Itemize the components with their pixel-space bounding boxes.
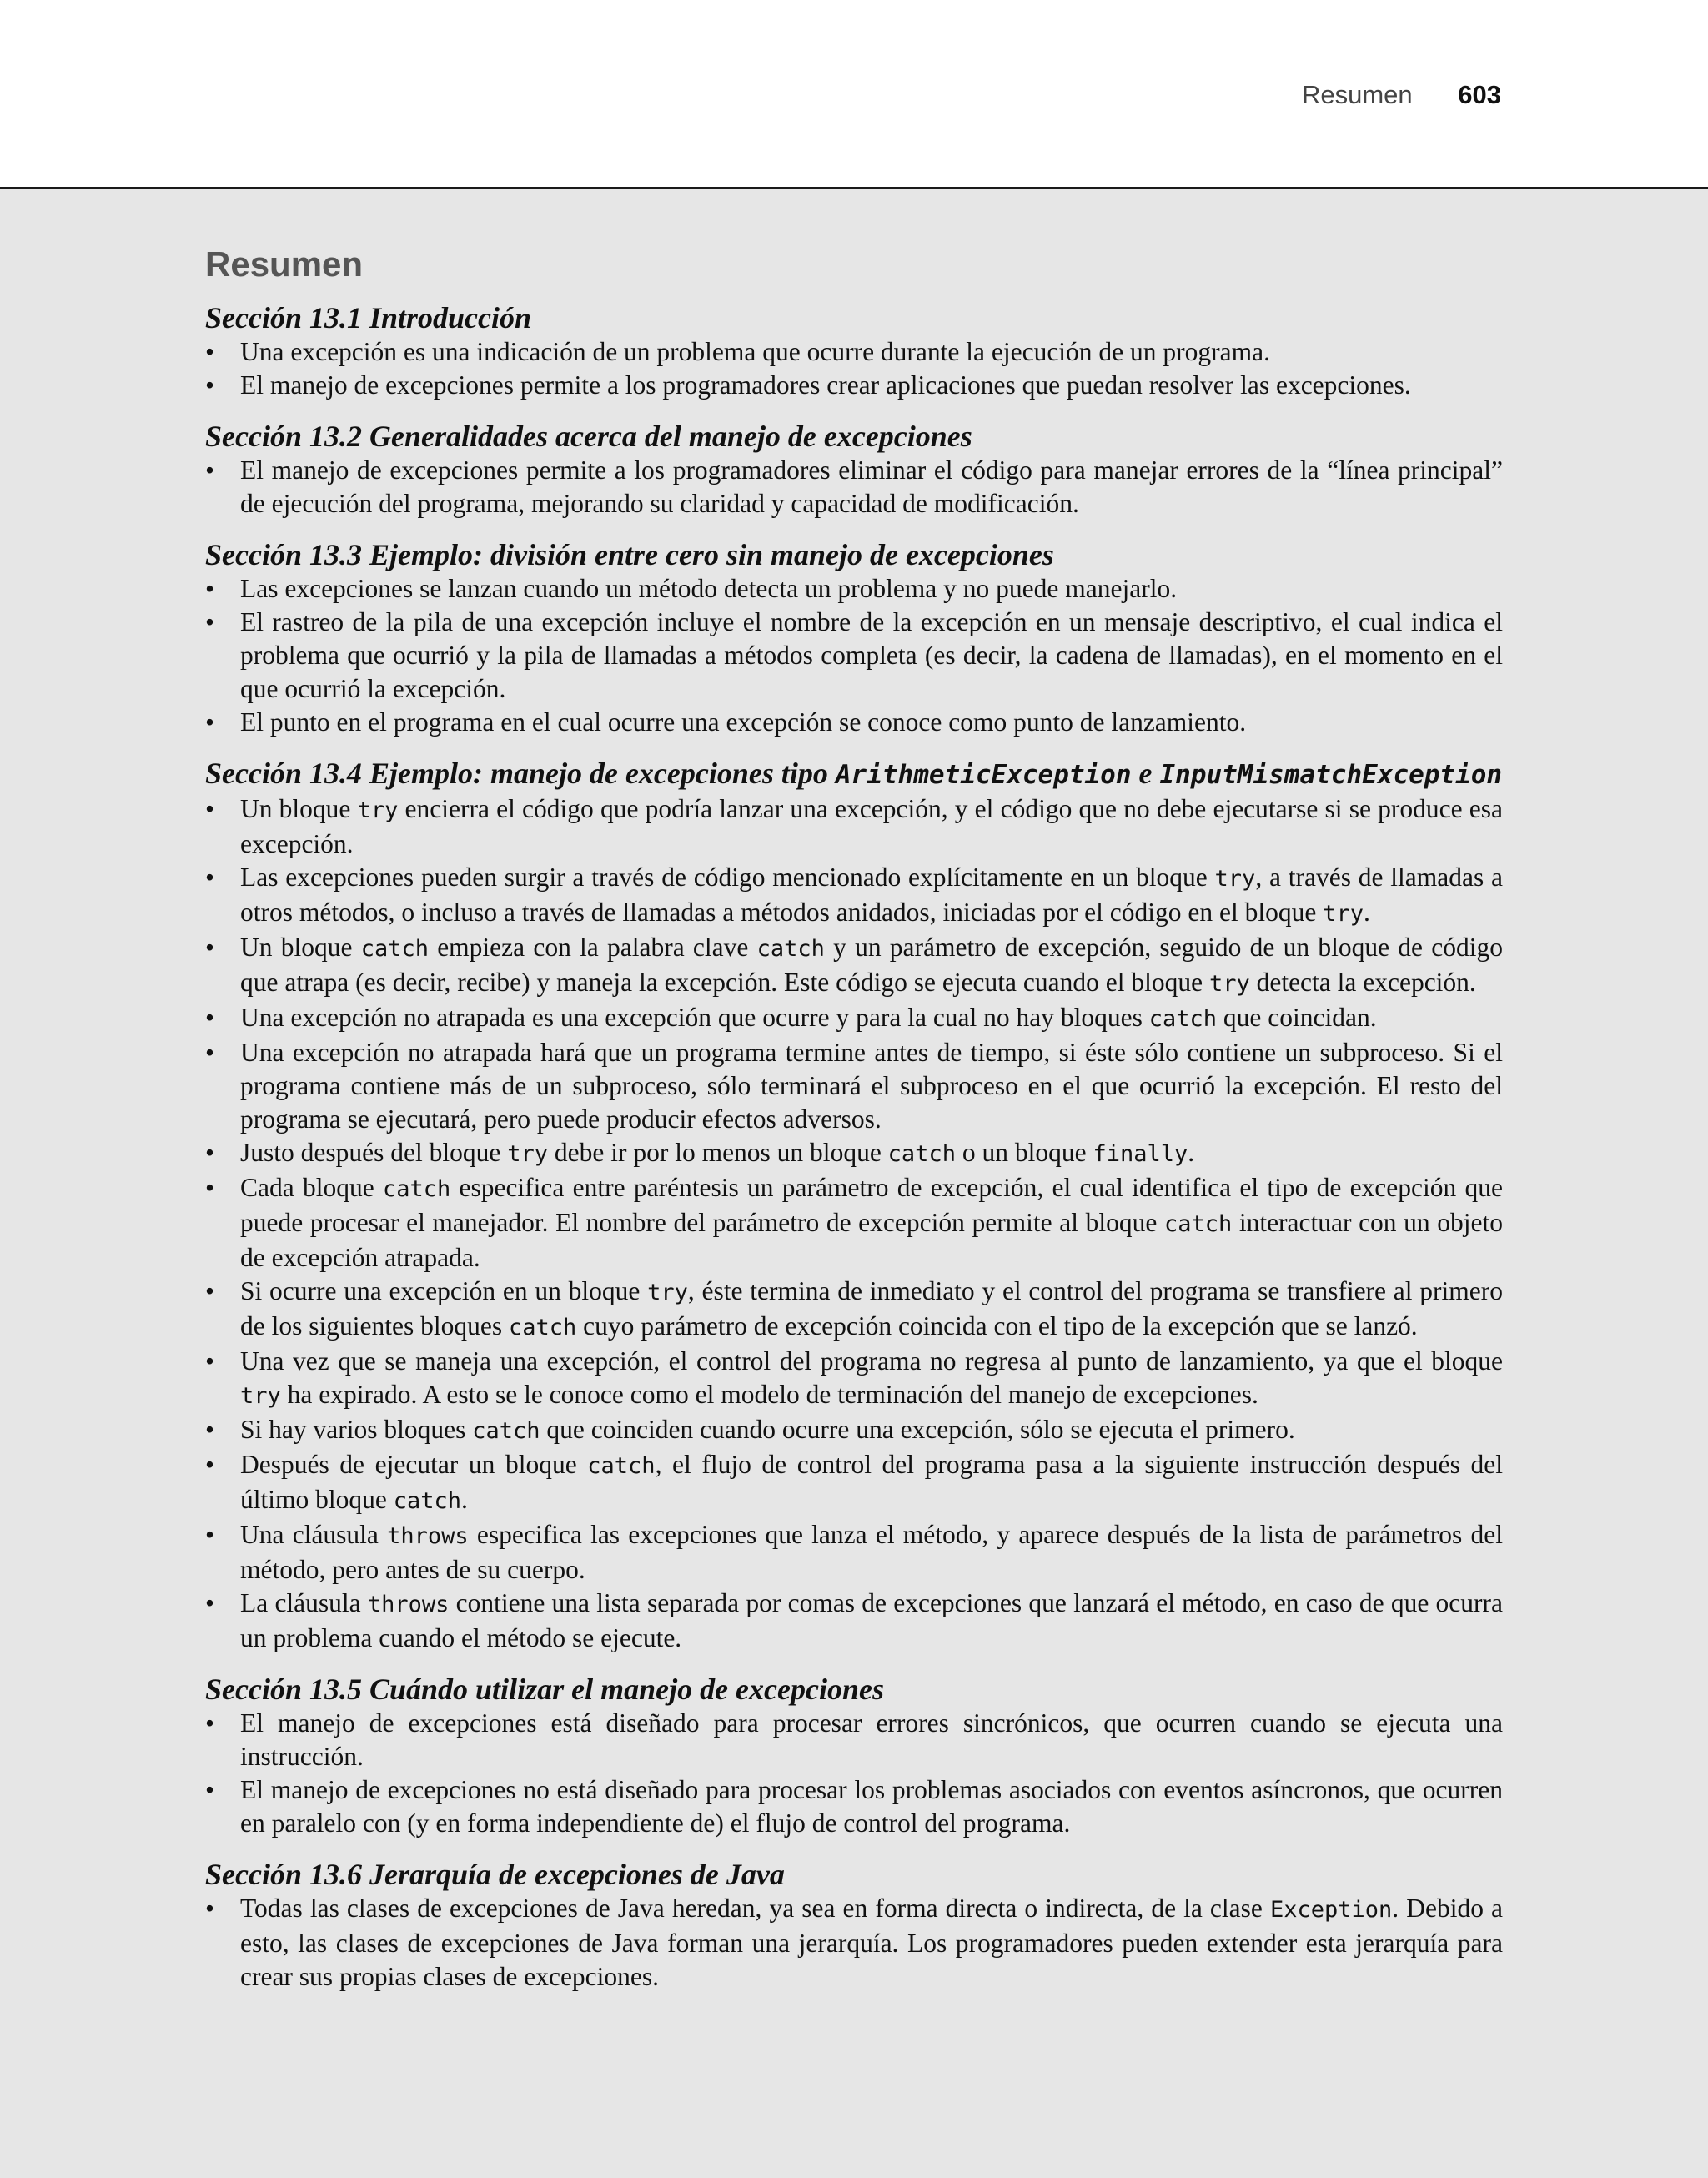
bullet-item: • Todas las clases de excepciones de Java heredan, ya sea en forma directa o indirecta, de la clase Exception. Debido a esto, las clases de excepciones de Java forman una jerarquía. Los programadores pueden extender esta jerarquía para crear sus propias clases de excepciones. [205,1892,1503,1994]
section-heading: Sección 13.3 Ejemplo: división entre cero sin manejo de excepciones [205,538,1054,572]
inline-code: catch [382,1176,451,1203]
section-heading: Sección 13.1 Introducción [205,301,532,335]
inline-code: catch [887,1141,956,1168]
bullet-item: • Después de ejecutar un bloque catch, el flujo de control del programa pasa a la siguiente instrucción después del último bloque catch. [205,1448,1503,1518]
summary-panel [0,189,1708,2178]
inline-code: throws [387,1523,469,1550]
bullet-item: • Cada bloque catch especifica entre paréntesis un parámetro de excepción, el cual identifica el tipo de excepción que puede procesar el manejador. El nombre del parámetro de excepción permite al bloque catch interactuar con un objeto de excepción atrapada. [205,1171,1503,1275]
sections-container [205,300,1503,1994]
bullet-item: • El manejo de excepciones no está diseñado para procesar los problemas asociados con eventos asíncronos, que ocurren en paralelo con (y en forma independiente de) el flujo de control del programa. [205,1773,1503,1840]
inline-code: ArithmeticException [835,760,1132,791]
inline-code: catch [472,1418,540,1445]
bullet-item: • Una cláusula throws especifica las excepciones que lanza el método, y aparece después de la lista de parámetros del método, pero antes de su cuerpo. [205,1518,1503,1587]
section-block [205,756,1503,1655]
section-block [205,419,1503,521]
bullet-list [205,454,1503,521]
inline-code: catch [393,1488,462,1515]
inline-code: InputMismatchException [1159,760,1503,791]
bullet-list [205,335,1503,402]
summary-content [205,245,1503,2010]
inline-code: finally [1093,1141,1188,1168]
inline-code: catch [1163,1211,1233,1238]
inline-code: try [357,797,399,824]
summary-title: Resumen [205,244,364,284]
inline-code: try [647,1280,688,1306]
bullet-item: • Un bloque catch empieza con la palabra clave catch y un parámetro de excepción, seguido de un bloque de código que atrapa (es decir, recibe) y maneja la excepción. Este código se ejecuta cuando el bloque try detecta la excepción. [205,931,1503,1001]
page-header [0,0,1708,188]
bullet-item: • El rastreo de la pila de una excepción incluye el nombre de la excepción en un mensaje descriptivo, el cual indica el problema que ocurrió y la pila de llamadas a métodos completa (es decir, la cadena de llamadas), en el momento en el que ocurrió la excepción. [205,606,1503,706]
running-head [1302,80,1501,110]
inline-code: catch [756,936,825,963]
inline-code: try [507,1141,548,1168]
bullet-item: • Una vez que se maneja una excepción, el control del programa no regresa al punto de lanzamiento, ya que el bloque try ha expirado. A esto se le conoce como el modelo de terminación del manejo de excepciones. [205,1345,1503,1413]
bullet-list [205,1892,1503,1994]
section-block [205,537,1503,739]
bullet-item: • Las excepciones se lanzan cuando un método detecta un problema y no puede manejarlo. [205,572,1503,606]
section-heading: Sección 13.6 Jerarquía de excepciones de Java [205,1858,785,1892]
inline-code: throws [367,1592,450,1618]
bullet-item: • El manejo de excepciones permite a los programadores eliminar el código para manejar errores de la “línea principal” de ejecución del programa, mejorando su claridad y capacidad de modificación. [205,454,1503,521]
inline-code: try [1208,971,1250,998]
inline-code: catch [508,1315,577,1341]
bullet-item: • El manejo de excepciones permite a los programadores crear aplicaciones que puedan resolver las excepciones. [205,369,1503,402]
inline-code: catch [587,1453,656,1480]
inline-code: try [1323,901,1364,928]
bullet-item: • Una excepción es una indicación de un problema que ocurre durante la ejecución de un programa. [205,335,1503,369]
section-heading: Sección 13.5 Cuándo utilizar el manejo de excepciones [205,1672,884,1707]
bullet-item: • Una excepción no atrapada hará que un programa termine antes de tiempo, si éste sólo contiene un subproceso. Si el programa contiene más de un subproceso, sólo terminará el subproceso en el que ocurrió la excepción. El resto del programa se ejecutará, pero puede producir efectos adversos. [205,1036,1503,1136]
bullet-item: • Si hay varios bloques catch que coinciden cuando ocurre una excepción, sólo se ejecuta el primero. [205,1413,1503,1448]
bullet-item: • Una excepción no atrapada es una excepción que ocurre y para la cual no hay bloques catch que coincidan. [205,1001,1503,1036]
inline-code: catch [1148,1006,1218,1033]
bullet-item: • El manejo de excepciones está diseñado para procesar errores sincrónicos, que ocurren cuando se ejecuta una instrucción. [205,1707,1503,1773]
section-heading: Sección 13.4 Ejemplo: manejo de excepciones tipo ArithmeticException e InputMismatchException [205,757,1503,791]
bullet-item: • La cláusula throws contiene una lista separada por comas de excepciones que lanzará el método, en caso de que ocurra un problema cuando el método se ejecute. [205,1587,1503,1655]
page-number: 603 [1458,80,1501,109]
bullet-list [205,1707,1503,1840]
bullet-item: • Justo después del bloque try debe ir por lo menos un bloque catch o un bloque finally. [205,1136,1503,1171]
bullet-item: • El punto en el programa en el cual ocurre una excepción se conoce como punto de lanzamiento. [205,706,1503,739]
inline-code: Exception [1269,1897,1393,1924]
bullet-list [205,792,1503,1655]
bullet-item: • Las excepciones pueden surgir a través de código mencionado explícitamente en un bloque try, a través de llamadas a otros métodos, o incluso a través de llamadas a métodos anidados, iniciadas por el código en el bloque try. [205,861,1503,931]
bullet-item: • Si ocurre una excepción en un bloque try, éste termina de inmediato y el control del programa se transfiere al primero de los siguientes bloques catch cuyo parámetro de excepción coincida con el tipo de la excepción que se lanzó. [205,1275,1503,1345]
bullet-list [205,572,1503,739]
section-heading: Sección 13.2 Generalidades acerca del manejo de excepciones [205,420,972,454]
section-block [205,1672,1503,1840]
inline-code: try [240,1383,281,1410]
running-head-section: Resumen [1301,80,1413,109]
section-block [205,300,1503,402]
inline-code: try [1214,866,1256,893]
inline-code: catch [360,936,429,963]
section-block [205,1857,1503,1994]
bullet-item: • Un bloque try encierra el código que podría lanzar una excepción, y el código que no debe ejecutarse si se produce esa excepción. [205,792,1503,861]
